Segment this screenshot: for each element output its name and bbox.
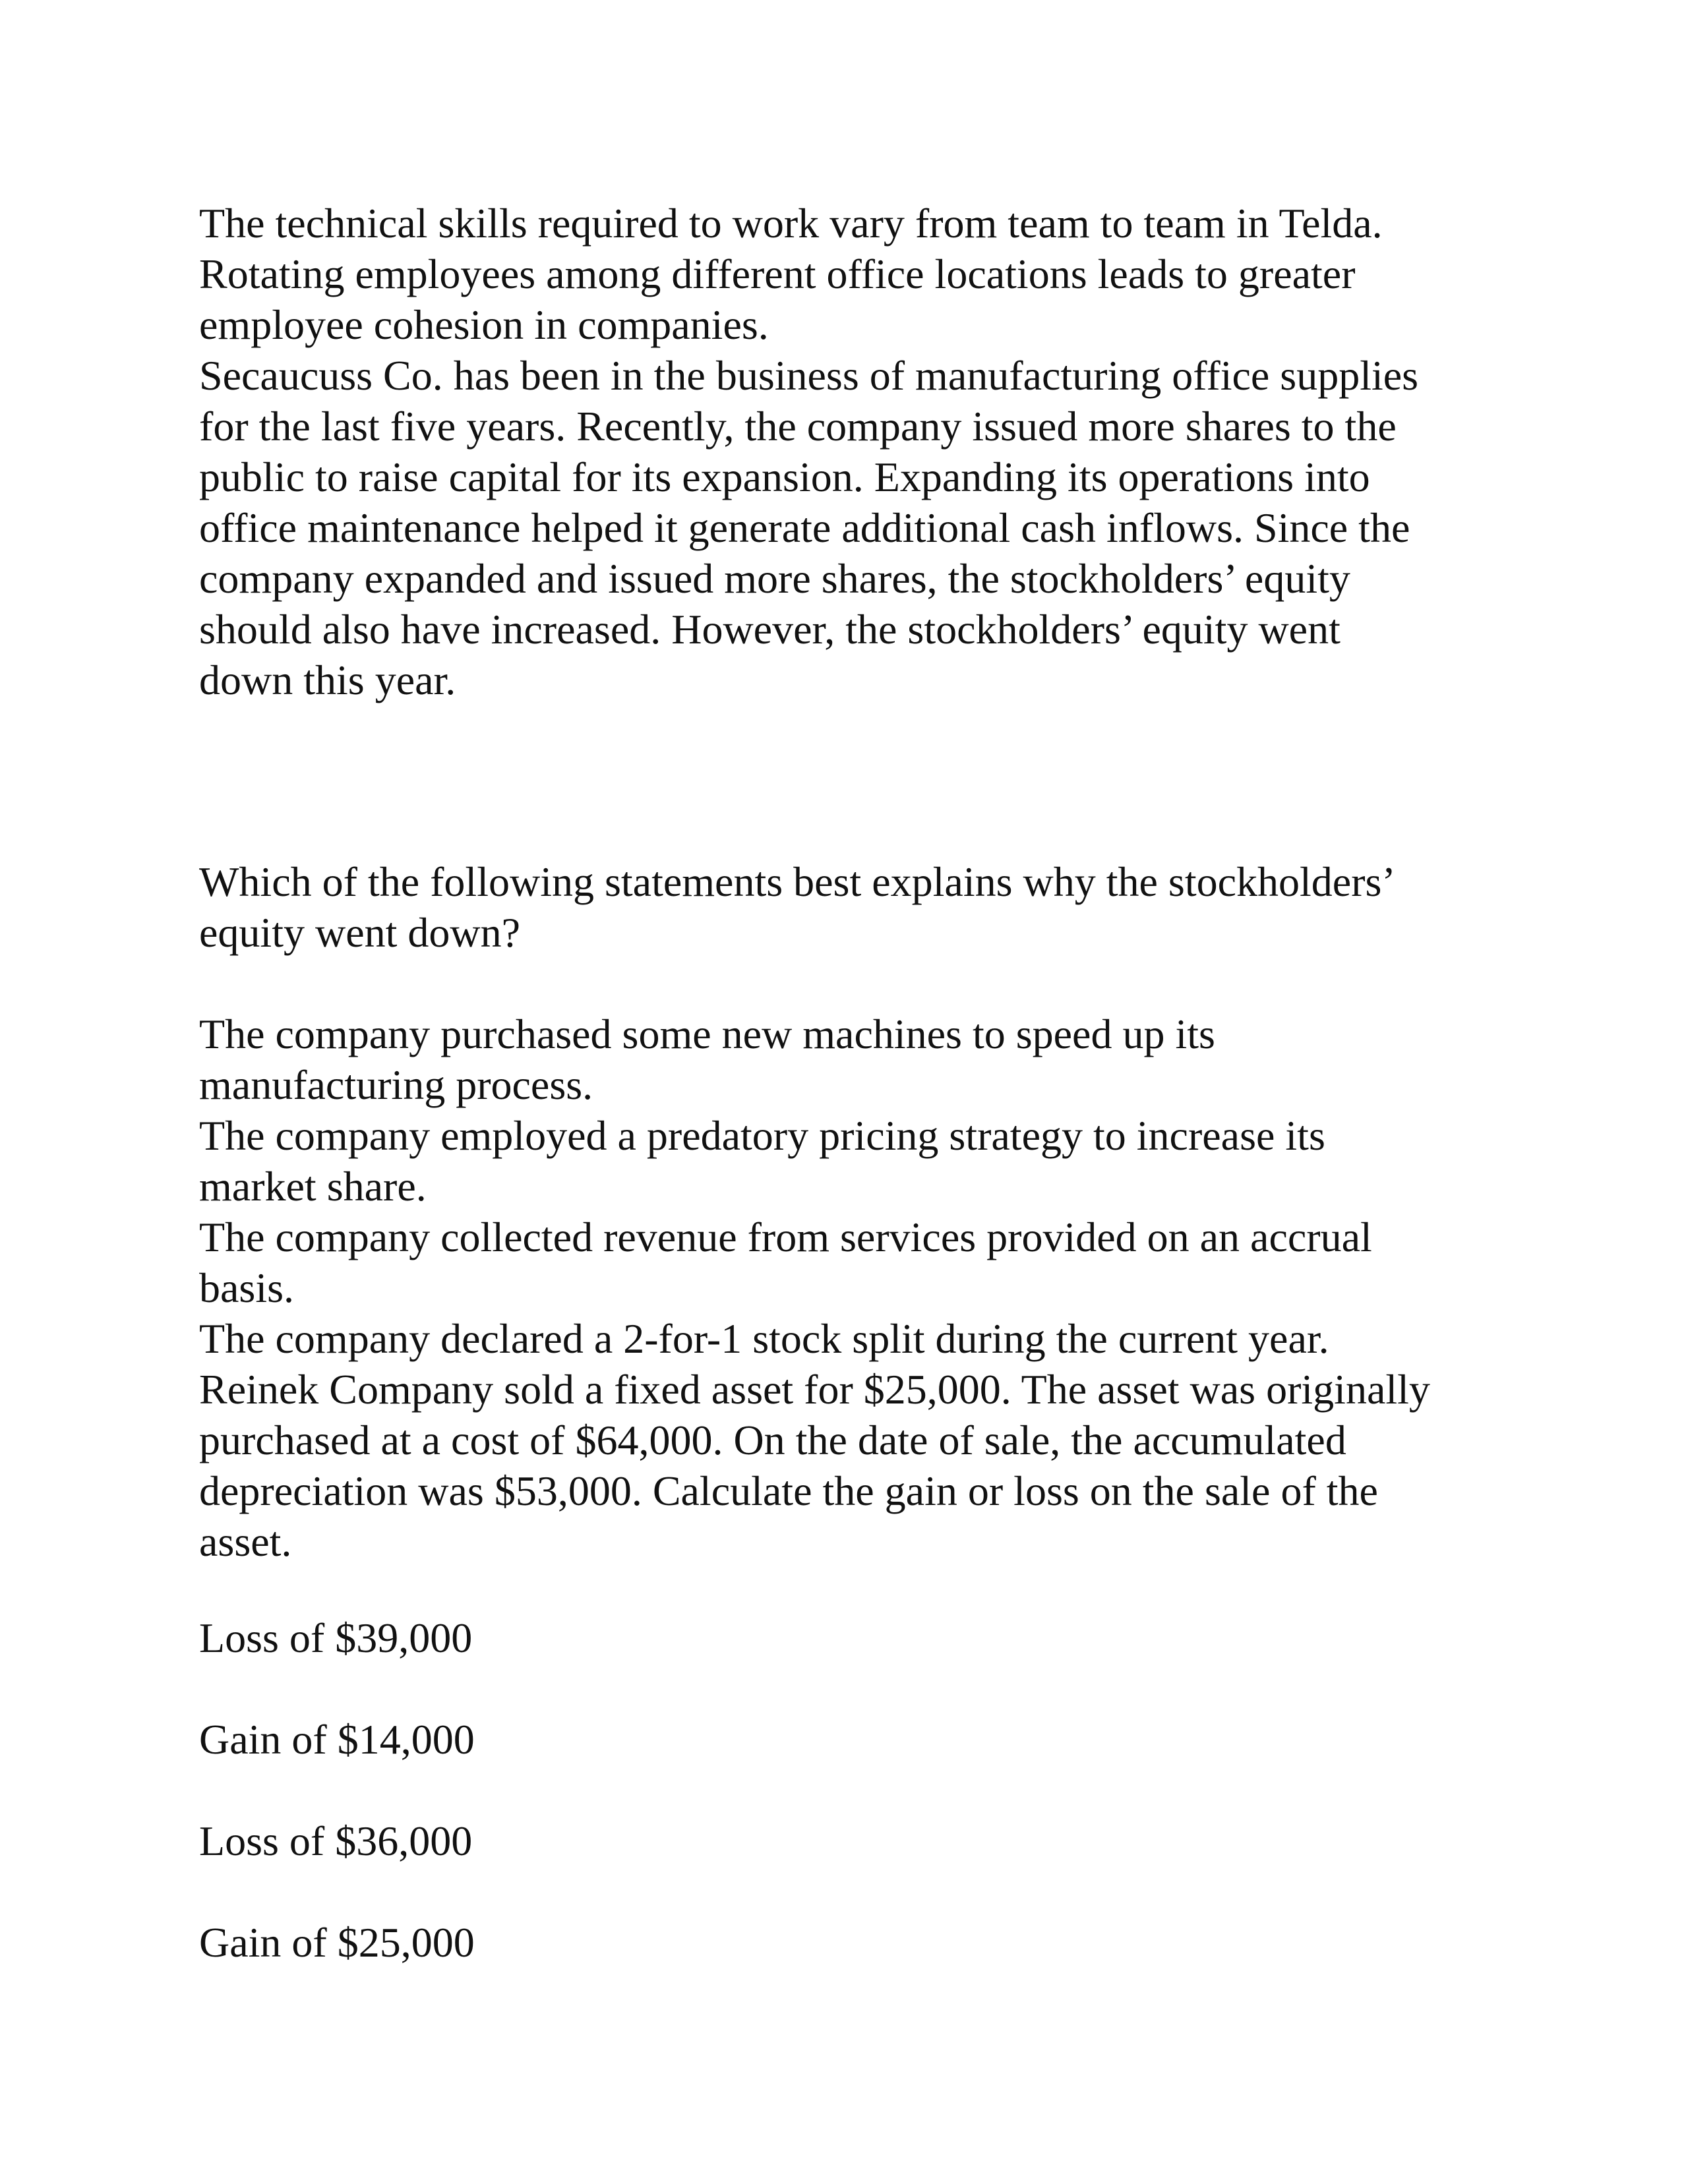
text-line: The technical skills required to work vary from team to team in Telda. — [199, 200, 1383, 247]
text-line: basis. — [199, 1264, 294, 1311]
option-b: Gain of $14,000 — [199, 1716, 475, 1763]
text-line: The company purchased some new machines to speed up its — [199, 1011, 1215, 1057]
option-a: Loss of $39,000 — [199, 1614, 473, 1661]
text-line: asset. — [199, 1518, 292, 1565]
text-line: Rotating employees among different office locations leads to greater — [199, 251, 1356, 297]
text-line: office maintenance helped it generate additional cash inflows. Since the — [199, 504, 1410, 551]
text-line: Reinek Company sold a fixed asset for $25,000. The asset was originally — [199, 1366, 1430, 1413]
text-line: depreciation was $53,000. Calculate the gain or loss on the sale of the — [199, 1467, 1378, 1514]
answer-paragraph — [199, 1009, 1430, 1567]
text-line: The company declared a 2-for-1 stock split during the current year. — [199, 1315, 1329, 1362]
question-paragraph — [199, 856, 1396, 958]
text-line: company expanded and issued more shares, the stockholders’ equity — [199, 555, 1350, 602]
text-line: Which of the following statements best explains why the stockholders’ — [199, 858, 1396, 905]
option-d: Gain of $25,000 — [199, 1919, 475, 1966]
text-line: down this year. — [199, 657, 456, 703]
text-line: market share. — [199, 1163, 427, 1210]
option-c: Loss of $36,000 — [199, 1817, 473, 1864]
text-line: public to raise capital for its expansion. Expanding its operations into — [199, 454, 1370, 500]
text-line: should also have increased. However, the stockholders’ equity went — [199, 606, 1341, 653]
intro-paragraph — [199, 198, 1418, 705]
text-line: Secaucuss Co. has been in the business of manufacturing office supplies — [199, 352, 1419, 399]
text-line: The company employed a predatory pricing strategy to increase its — [199, 1112, 1325, 1159]
text-line: for the last five years. Recently, the company issued more shares to the — [199, 403, 1397, 450]
text-line: equity went down? — [199, 909, 520, 956]
text-line: purchased at a cost of $64,000. On the date of sale, the accumulated — [199, 1417, 1346, 1463]
text-line: manufacturing process. — [199, 1061, 593, 1108]
text-line: employee cohesion in companies. — [199, 301, 769, 348]
text-line: The company collected revenue from services provided on an accrual — [199, 1214, 1372, 1260]
